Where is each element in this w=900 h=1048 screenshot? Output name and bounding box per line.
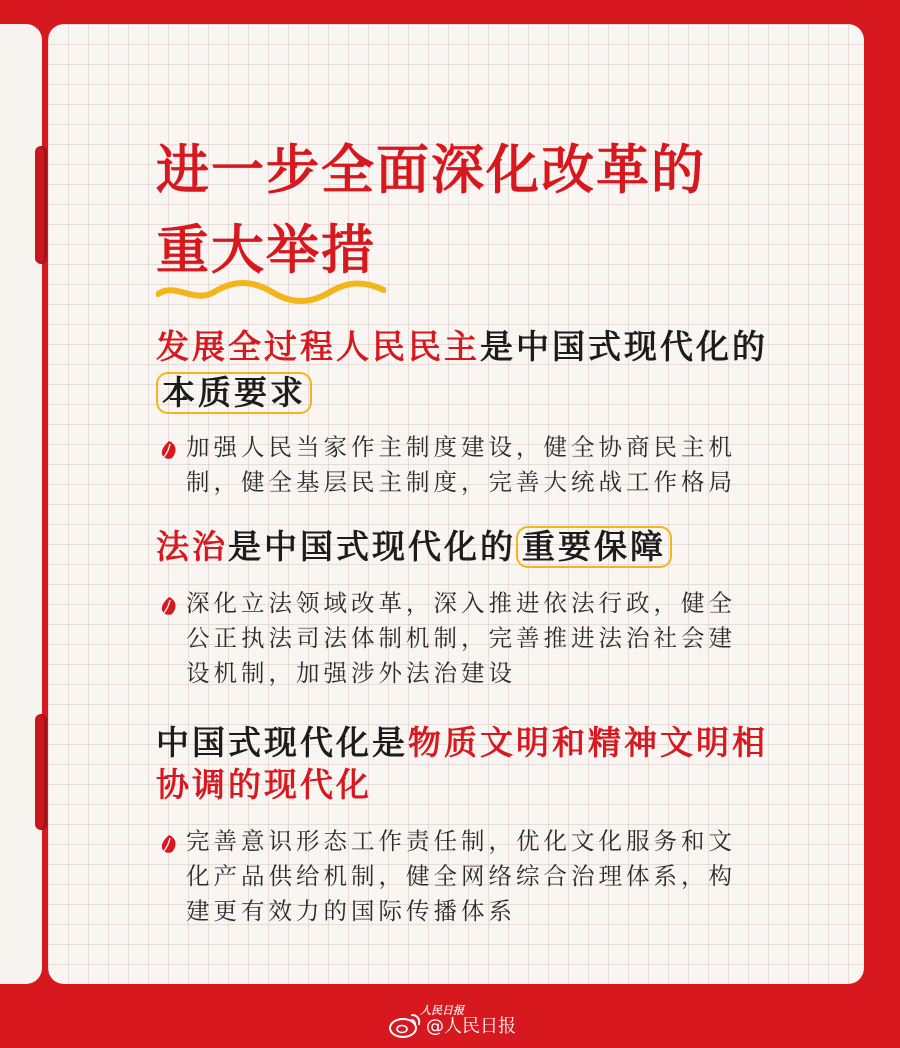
section-3-heading: [156, 720, 768, 766]
page-title-line1: 进一步全面深化改革的: [156, 139, 706, 201]
section-2-heading: [156, 524, 672, 570]
section-3-bullet-line3: 建更有效力的国际传播体系: [186, 897, 516, 925]
section-3-heading-black: 中国式现代化是: [156, 723, 408, 762]
footer-logo-mark: 人民日报: [420, 1004, 464, 1017]
title-underline-wave: [156, 272, 386, 306]
section-2-bullet-line1: 深化立法领域改革，深入推进依法行政，健全: [186, 589, 736, 617]
section-2-heading-red: 法治: [156, 527, 228, 566]
red-leaf-icon: [158, 439, 180, 461]
section-3-bullet: [156, 824, 818, 929]
section-2-bullet: [156, 586, 818, 691]
section-1-heading-red: 发展全过程人民民主: [156, 327, 480, 366]
red-leaf-icon: [158, 833, 180, 855]
section-3-heading-red-line2: 协调的现代化: [156, 765, 372, 804]
section-3-heading-red-line1: 物质文明和精神文明相: [408, 723, 768, 762]
red-leaf-icon: [158, 595, 180, 617]
section-1-heading-mid: 是中国式现代化的: [480, 327, 768, 366]
section-1-heading-line2: [156, 370, 312, 416]
section-3-bullet-line1: 完善意识形态工作责任制，优化文化服务和文: [186, 827, 736, 855]
section-1-bullet-line1: 加强人民当家作主制度建设，健全协商民主机: [186, 433, 736, 461]
section-3-bullet-line2: 化产品供给机制，健全网络综合治理体系，构: [186, 862, 736, 890]
section-1-bullet: [156, 430, 818, 500]
grid-paper-card: [48, 24, 864, 984]
footer-handle[interactable]: @人民日报: [426, 1016, 516, 1037]
section-2-bullet-line3: 设机制，加强涉外法治建设: [186, 659, 516, 687]
weibo-icon: [388, 1012, 422, 1038]
binder-ring-bottom: [35, 714, 47, 830]
section-2-bullet-line2: 公正执法司法体制机制，完善推进法治社会建: [186, 624, 736, 652]
section-1-highlight: 本质要求: [156, 372, 312, 414]
binder-ring-top: [35, 146, 47, 264]
page-title-line2: 重大举措: [156, 219, 376, 281]
footer-watermark: [388, 1004, 516, 1038]
section-2-highlight: 重要保障: [516, 526, 672, 568]
section-2-heading-mid: 是中国式现代化的: [228, 527, 516, 566]
section-1-bullet-line2: 制，健全基层民主制度，完善大统战工作格局: [186, 468, 736, 496]
section-3-heading-line2: [156, 762, 372, 808]
section-1-heading: [156, 324, 768, 370]
